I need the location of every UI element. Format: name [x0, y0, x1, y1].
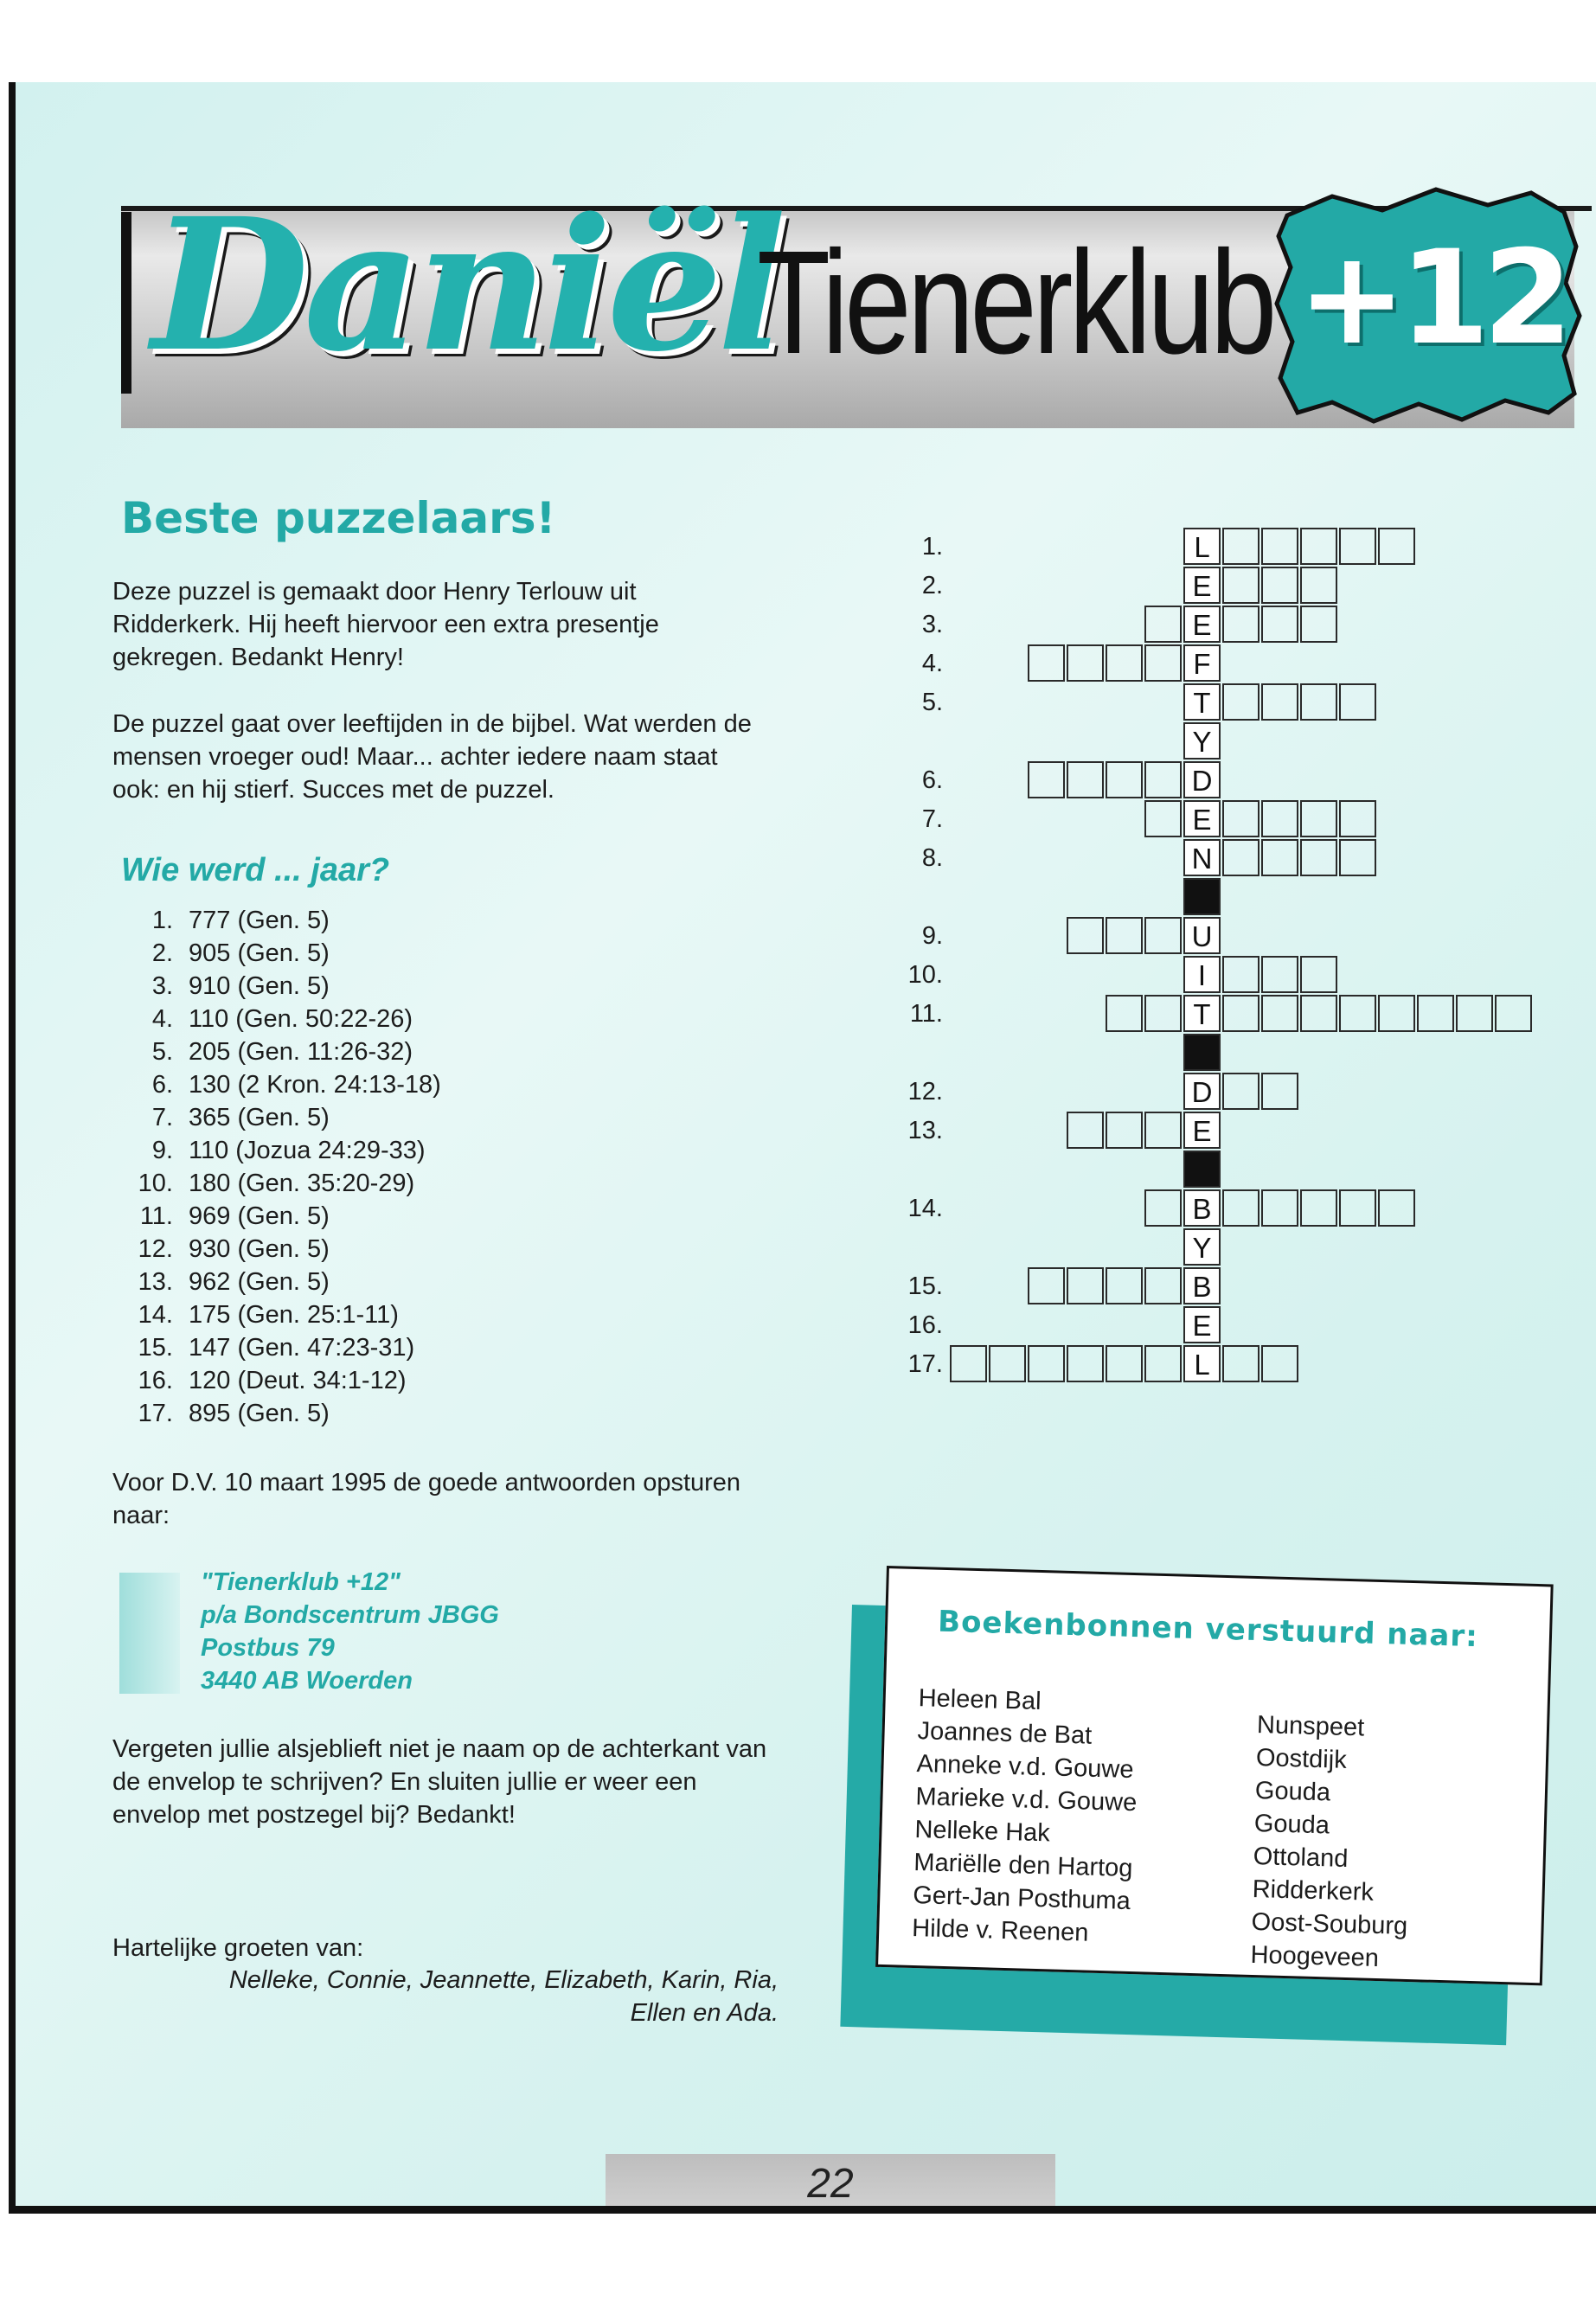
header-left-mark: [121, 212, 131, 394]
clue-number: 7.: [151, 1104, 173, 1131]
crossword-answer-cell[interactable]: [1028, 1345, 1065, 1382]
crossword-answer-cell[interactable]: [1222, 1345, 1259, 1382]
clue-number: 15.: [138, 1334, 173, 1362]
crossword-row-number: 13.: [907, 1117, 943, 1144]
book-token-places: [1250, 1708, 1516, 1978]
winner-place: Gouda: [1253, 1809, 1330, 1840]
crossword-answer-cell[interactable]: [1144, 1345, 1182, 1382]
crossword-key-cell: D: [1183, 761, 1221, 798]
crossword-key-cell: T: [1183, 995, 1221, 1032]
crossword-answer-cell[interactable]: [950, 1345, 987, 1382]
clue-text: 120 (Deut. 34:1-12): [189, 1367, 407, 1394]
clue-number: 9.: [151, 1137, 173, 1164]
book-token-names: [912, 1682, 1204, 1952]
winner-name: Mariëlle den Hartog: [913, 1849, 1133, 1883]
book-token-title: Boekenbonnen verstuurd naar:: [937, 1604, 1479, 1655]
address-line: p/a Bondscentrum JBGG: [201, 1601, 499, 1629]
winner-name: Heleen Bal: [918, 1684, 1042, 1716]
clue-item: [112, 1397, 562, 1430]
crossword-answer-cell[interactable]: [1106, 644, 1143, 682]
crossword-answer-cell[interactable]: [1106, 917, 1143, 954]
clue-item: [112, 1134, 562, 1167]
crossword-answer-cell[interactable]: [1144, 606, 1182, 643]
crossword-answer-cell[interactable]: [1106, 761, 1143, 798]
crossword-black-cell: [1183, 1150, 1221, 1188]
crossword-answer-cell[interactable]: [1222, 528, 1259, 565]
crossword-answer-cell[interactable]: [1144, 1267, 1182, 1304]
clue-item: [112, 904, 562, 937]
crossword-answer-cell[interactable]: [1300, 1189, 1337, 1227]
crossword-answer-cell[interactable]: [1300, 956, 1337, 993]
clue-text: 365 (Gen. 5): [189, 1104, 330, 1131]
crossword-answer-cell[interactable]: [1144, 644, 1182, 682]
winner-name: Marieke v.d. Gouwe: [915, 1783, 1138, 1817]
clue-item: [112, 1298, 562, 1331]
crossword-grid: [891, 528, 1548, 1393]
crossword-key-cell: Y: [1183, 1228, 1221, 1266]
crossword-answer-cell[interactable]: [1261, 839, 1298, 876]
crossword-answer-cell[interactable]: [1300, 995, 1337, 1032]
clue-number: 12.: [138, 1235, 173, 1263]
crossword-answer-cell[interactable]: [1222, 995, 1259, 1032]
crossword-answer-cell[interactable]: [1261, 1189, 1298, 1227]
clue-text: 910 (Gen. 5): [189, 972, 330, 1000]
crossword-answer-cell[interactable]: [1417, 995, 1454, 1032]
clue-item: [112, 1101, 562, 1134]
crossword-answer-cell[interactable]: [989, 1345, 1026, 1382]
crossword-answer-cell[interactable]: [1106, 995, 1143, 1032]
crossword-answer-cell[interactable]: [1300, 800, 1337, 837]
winner-name: Anneke v.d. Gouwe: [916, 1750, 1134, 1785]
crossword-row-number: 15.: [907, 1272, 943, 1300]
crossword-answer-cell[interactable]: [1339, 528, 1376, 565]
page-number: 22: [807, 2161, 854, 2207]
crossword-row-number: 8.: [921, 844, 943, 872]
address-block: [201, 1566, 499, 1697]
clue-text: 130 (2 Kron. 24:13-18): [189, 1071, 441, 1099]
crossword-answer-cell[interactable]: [1339, 683, 1376, 721]
crossword-key-cell: B: [1183, 1267, 1221, 1304]
crossword-key-cell: U: [1183, 917, 1221, 954]
crossword-answer-cell[interactable]: [1028, 644, 1065, 682]
logo-club-word: Tienerklub: [757, 221, 1273, 385]
crossword-answer-cell[interactable]: [1261, 606, 1298, 643]
crossword-answer-cell[interactable]: [1378, 995, 1415, 1032]
crossword-answer-cell[interactable]: [1300, 567, 1337, 604]
clue-item: [112, 1364, 562, 1397]
winner-place: Nunspeet: [1256, 1711, 1365, 1742]
crossword-row-number: 16.: [907, 1311, 943, 1339]
clue-number: 4.: [151, 1005, 173, 1033]
crossword-answer-cell[interactable]: [1067, 1112, 1104, 1149]
badge-text: +12: [1298, 223, 1567, 374]
crossword-answer-cell[interactable]: [1378, 528, 1415, 565]
crossword-row-number: 7.: [921, 805, 943, 833]
clue-item: [112, 1266, 562, 1298]
crossword-answer-cell[interactable]: [1222, 800, 1259, 837]
winner-place: Oost-Souburg: [1251, 1907, 1408, 1940]
crossword-answer-cell[interactable]: [1144, 761, 1182, 798]
crossword-answer-cell[interactable]: [1261, 1345, 1298, 1382]
clue-text: 930 (Gen. 5): [189, 1235, 330, 1263]
winner-name: Hilde v. Reenen: [911, 1913, 1089, 1947]
winner-place: Gouda: [1254, 1776, 1331, 1807]
address-line: 3440 AB Woerden: [201, 1667, 413, 1695]
crossword-answer-cell[interactable]: [1261, 800, 1298, 837]
greeting-names: Nelleke, Connie, Jeannette, Elizabeth, Karin, Ria, Ellen en Ada.: [228, 1966, 779, 2027]
crossword-answer-cell[interactable]: [1495, 995, 1532, 1032]
crossword-row-number: 5.: [921, 689, 943, 716]
logo-script-name: Daniël: [151, 178, 782, 392]
crossword-answer-cell[interactable]: [1456, 995, 1493, 1032]
clue-number: 1.: [151, 907, 173, 934]
crossword-answer-cell[interactable]: [1339, 995, 1376, 1032]
crossword-answer-cell[interactable]: [1339, 800, 1376, 837]
crossword-answer-cell[interactable]: [1067, 1345, 1104, 1382]
crossword-answer-cell[interactable]: [1144, 917, 1182, 954]
crossword-row-number: 9.: [921, 922, 943, 950]
clue-text: 905 (Gen. 5): [189, 939, 330, 967]
crossword-key-cell: E: [1183, 1306, 1221, 1343]
crossword-row-number: 1.: [921, 533, 943, 561]
clue-number: 14.: [138, 1301, 173, 1329]
winner-place: Oostdijk: [1255, 1744, 1348, 1774]
clue-text: 962 (Gen. 5): [189, 1268, 330, 1296]
clue-number: 17.: [138, 1400, 173, 1427]
clue-number: 3.: [151, 972, 173, 1000]
address-line: Postbus 79: [201, 1634, 335, 1662]
clue-item: [112, 1233, 562, 1266]
intro-paragraph-1: Deze puzzel is gemaakt door Henry Terlouw uit Ridderkerk. Hij heeft hiervoor een extra presentje gekregen. Bedankt Henry!: [112, 578, 659, 671]
clue-number: 5.: [151, 1038, 173, 1066]
crossword-answer-cell[interactable]: [1067, 917, 1104, 954]
clue-item: [112, 1003, 562, 1035]
clue-text: 895 (Gen. 5): [189, 1400, 330, 1427]
crossword-answer-cell[interactable]: [1222, 839, 1259, 876]
crossword-row-number: 12.: [907, 1078, 943, 1106]
intro-title: Beste puzzelaars!: [121, 493, 556, 543]
clue-item: [112, 1167, 562, 1200]
crossword-key-cell: I: [1183, 956, 1221, 993]
clue-number: 6.: [151, 1071, 173, 1099]
crossword-answer-cell[interactable]: [1106, 1112, 1143, 1149]
clue-item: [112, 937, 562, 970]
address-line: "Tienerklub +12": [201, 1568, 401, 1596]
crossword-key-cell: Y: [1183, 722, 1221, 760]
crossword-row-number: 17.: [907, 1350, 943, 1378]
crossword-row-number: 4.: [921, 650, 943, 677]
crossword-row-number: 3.: [921, 611, 943, 638]
crossword-answer-cell[interactable]: [1067, 1267, 1104, 1304]
crossword-answer-cell[interactable]: [1222, 1073, 1259, 1110]
crossword-black-cell: [1183, 1034, 1221, 1071]
crossword-row-number: 14.: [907, 1195, 943, 1222]
crossword-answer-cell[interactable]: [1144, 800, 1182, 837]
crossword-key-cell: E: [1183, 567, 1221, 604]
winner-place: Ridderkerk: [1252, 1875, 1375, 1907]
crossword-key-cell: E: [1183, 1112, 1221, 1149]
clue-list: [112, 904, 562, 1430]
clue-text: 969 (Gen. 5): [189, 1202, 330, 1230]
crossword-key-cell: L: [1183, 1345, 1221, 1382]
crossword-key-cell: L: [1183, 528, 1221, 565]
crossword-answer-cell[interactable]: [1067, 644, 1104, 682]
clue-text: 110 (Gen. 50:22-26): [189, 1005, 413, 1033]
address-accent-bar: [119, 1573, 180, 1694]
crossword-answer-cell[interactable]: [1028, 761, 1065, 798]
intro-paragraph-2: De puzzel gaat over leeftijden in de bijbel. Wat werden de mensen vroeger oud! Maar... achter iedere naam staat ook: en hij stierf. Succes met de puzzel.: [112, 710, 752, 804]
crossword-answer-cell[interactable]: [1067, 761, 1104, 798]
winner-place: Ottoland: [1253, 1842, 1349, 1874]
crossword-answer-cell[interactable]: [1339, 1189, 1376, 1227]
clue-number: 2.: [151, 939, 173, 967]
crossword-answer-cell[interactable]: [1106, 1345, 1143, 1382]
crossword-answer-cell[interactable]: [1106, 1267, 1143, 1304]
crossword-answer-cell[interactable]: [1222, 1189, 1259, 1227]
clue-text: 777 (Gen. 5): [189, 907, 330, 934]
clue-item: [112, 970, 562, 1003]
clue-number: 16.: [138, 1367, 173, 1394]
crossword-answer-cell[interactable]: [1261, 683, 1298, 721]
question-heading: Wie werd ... jaar?: [121, 852, 390, 888]
crossword-key-cell: B: [1183, 1189, 1221, 1227]
clue-number: 13.: [138, 1268, 173, 1296]
crossword-answer-cell[interactable]: [1222, 956, 1259, 993]
winner-name: Gert-Jan Posthuma: [912, 1881, 1131, 1916]
deadline-text: Voor D.V. 10 maart 1995 de goede antwoorden opsturen naar:: [112, 1469, 741, 1529]
crossword-key-cell: N: [1183, 839, 1221, 876]
crossword-answer-cell[interactable]: [1378, 1189, 1415, 1227]
clue-item: [112, 1200, 562, 1233]
clue-text: 180 (Gen. 35:20-29): [189, 1170, 415, 1197]
winner-name: Nelleke Hak: [914, 1816, 1051, 1848]
greeting-label: Hartelijke groeten van:: [112, 1934, 364, 1962]
clue-item: [112, 1035, 562, 1068]
crossword-answer-cell[interactable]: [1261, 1073, 1298, 1110]
crossword-answer-cell[interactable]: [1222, 567, 1259, 604]
clue-number: 10.: [138, 1170, 173, 1197]
crossword-row-number: 6.: [921, 766, 943, 794]
crossword-black-cell: [1183, 878, 1221, 915]
crossword-row-number: 10.: [907, 961, 943, 989]
crossword-row-number: 11.: [909, 1000, 943, 1028]
crossword-answer-cell[interactable]: [1300, 683, 1337, 721]
crossword-answer-cell[interactable]: [1144, 995, 1182, 1032]
crossword-answer-cell[interactable]: [1261, 567, 1298, 604]
book-token-box: [875, 1566, 1554, 1985]
crossword-key-cell: F: [1183, 644, 1221, 682]
clue-text: 175 (Gen. 25:1-11): [189, 1301, 399, 1329]
crossword-answer-cell[interactable]: [1028, 1267, 1065, 1304]
reminder-text: Vergeten jullie alsjeblieft niet je naam op de achterkant van de envelop te schrijven? En sluiten jullie er weer een envelop met postzegel bij? Bedankt!: [112, 1735, 767, 1829]
crossword-answer-cell[interactable]: [1300, 606, 1337, 643]
crossword-answer-cell[interactable]: [1300, 839, 1337, 876]
clue-item: [112, 1331, 562, 1364]
crossword-answer-cell[interactable]: [1144, 1112, 1182, 1149]
crossword-answer-cell[interactable]: [1222, 606, 1259, 643]
crossword-row-number: 2.: [921, 572, 943, 599]
crossword-answer-cell[interactable]: [1300, 528, 1337, 565]
clue-text: 147 (Gen. 47:23-31): [189, 1334, 415, 1362]
clue-number: 11.: [139, 1202, 173, 1230]
clue-text: 205 (Gen. 11:26-32): [189, 1038, 413, 1066]
crossword-answer-cell[interactable]: [1339, 839, 1376, 876]
crossword-key-cell: E: [1183, 606, 1221, 643]
clue-text: 110 (Jozua 24:29-33): [189, 1137, 426, 1164]
crossword-answer-cell[interactable]: [1222, 683, 1259, 721]
winner-name: Joannes de Bat: [917, 1717, 1093, 1750]
winner-place: Hoogeveen: [1250, 1940, 1380, 1973]
crossword-answer-cell[interactable]: [1261, 995, 1298, 1032]
crossword-answer-cell[interactable]: [1261, 956, 1298, 993]
clue-item: [112, 1068, 562, 1101]
crossword-key-cell: T: [1183, 683, 1221, 721]
crossword-key-cell: D: [1183, 1073, 1221, 1110]
crossword-answer-cell[interactable]: [1144, 1189, 1182, 1227]
crossword-key-cell: E: [1183, 800, 1221, 837]
crossword-answer-cell[interactable]: [1261, 528, 1298, 565]
